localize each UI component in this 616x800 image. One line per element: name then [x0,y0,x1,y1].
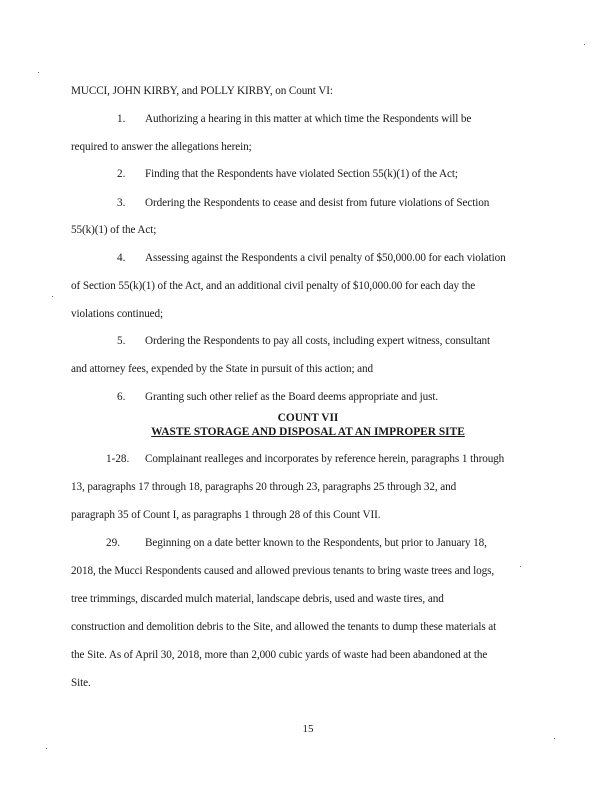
scan-speck [584,44,585,45]
paragraph-number: 29. [106,537,120,549]
relief-item-text: 55(k)(1) of the Act; [71,224,157,236]
relief-item-text: Ordering the Respondents to cease and desist from future violations of Section [145,197,490,209]
page-number: 15 [302,723,314,735]
paragraph-text: 13, paragraphs 17 through 18, paragraphs 20 through 23, paragraphs 25 through 32, and [71,481,457,493]
relief-item-text: Assessing against the Respondents a civil penalty of $50,000.00 for each violation [145,252,506,264]
relief-item-number: 5. [117,335,126,347]
paragraph-text: paragraph 35 of Count I, as paragraphs 1 through 28 of this Count VII. [71,509,381,521]
relief-item-text: Finding that the Respondents have violated Section 55(k)(1) of the Act; [145,168,458,180]
paragraph-text: tree trimmings, discarded mulch material, landscape debris, used and waste tires, and [71,593,444,605]
paragraph-text: 2018, the Mucci Respondents caused and allowed previous tenants to bring waste trees and logs, [71,565,495,577]
paragraph-number: 1-28. [106,453,130,465]
relief-item-text: Authorizing a hearing in this matter at which time the Respondents will be [145,113,472,125]
relief-item-text: Ordering the Respondents to pay all costs, including expert witness, consultant [145,335,491,347]
relief-item-number: 1. [117,113,126,125]
count-subheading [0,426,616,439]
count-subheading-text: WASTE STORAGE AND DISPOSAL AT AN IMPROPER SITE [151,426,465,438]
scan-speck [520,566,521,567]
paragraph-text: construction and demolition debris to the Site, and allowed the tenants to dump these materials at [71,621,497,633]
relief-item-number: 3. [117,197,126,209]
relief-item-text: of Section 55(k)(1) of the Act, and an additional civil penalty of $10,000.00 for each day the [71,280,476,292]
scan-speck [52,296,53,297]
relief-item-text: Granting such other relief as the Board deems appropriate and just. [145,391,439,403]
count-heading: COUNT VII [277,412,339,424]
scan-speck [554,738,555,739]
intro-line: MUCCI, JOHN KIRBY, and POLLY KIRBY, on Count VI: [71,85,333,97]
scan-speck [38,72,39,73]
relief-item-number: 6. [117,391,126,403]
relief-item-number: 2. [117,168,126,180]
relief-item-number: 4. [117,252,126,264]
paragraph-text: Beginning on a date better known to the Respondents, but prior to January 18, [145,537,487,549]
relief-item-text: and attorney fees, expended by the State in pursuit of this action; and [71,363,374,375]
paragraph-text: Complainant realleges and incorporates by reference herein, paragraphs 1 through [145,453,505,465]
scan-speck [46,748,47,749]
relief-item-text: required to answer the allegations herein; [71,141,252,153]
paragraph-text: the Site. As of April 30, 2018, more than 2,000 cubic yards of waste had been abandoned at the [71,649,488,661]
relief-item-text: violations continued; [71,308,164,320]
paragraph-text: Site. [71,677,91,689]
